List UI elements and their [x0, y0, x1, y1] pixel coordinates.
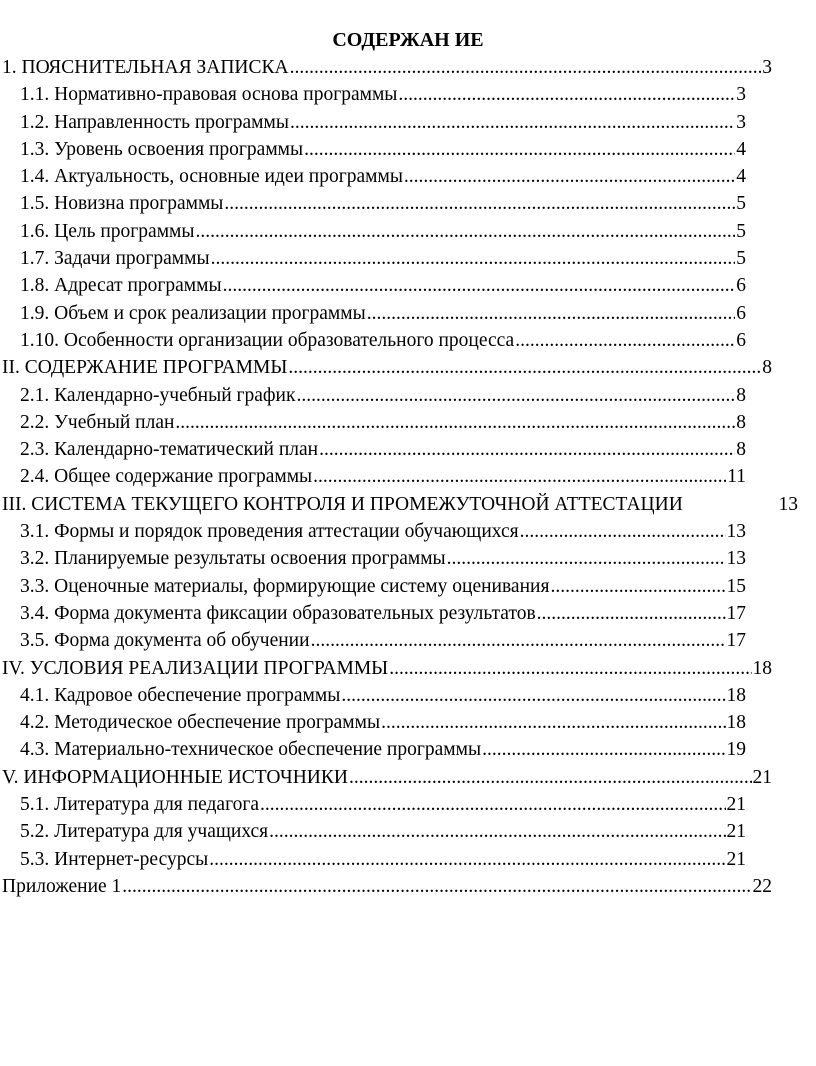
toc-item-label: 1.8. Адресат программы	[20, 275, 222, 297]
toc-item-1-8[interactable]	[0, 272, 746, 299]
toc-section-2[interactable]	[0, 354, 772, 381]
dot-leader	[296, 382, 735, 409]
dot-leader	[404, 163, 735, 190]
toc-page-number: 17	[726, 602, 746, 624]
toc-item-1-4[interactable]	[0, 163, 746, 190]
dot-leader	[550, 573, 725, 600]
toc-page-number: 4	[736, 138, 746, 160]
dot-leader	[122, 873, 751, 900]
toc-item-1-7[interactable]	[0, 245, 746, 272]
toc-item-label: 5.1. Литература для педагога	[20, 794, 259, 816]
toc-page-number: 5	[736, 193, 746, 215]
toc-item-label: 1.10. Особенности организации образовательного процесса	[20, 329, 515, 351]
toc-item-label: 1.7. Задачи программы	[20, 248, 210, 270]
toc-page-number: 3	[736, 111, 746, 133]
dot-leader	[260, 791, 726, 818]
toc-item-3-4[interactable]	[0, 600, 746, 627]
toc-item-label: 3.4. Форма документа фиксации образовательных результатов	[20, 602, 536, 624]
toc-page-number: 3	[762, 57, 772, 78]
toc-page-number: 5	[736, 220, 746, 242]
toc-page-number: 21	[726, 794, 746, 816]
toc-item-4-3[interactable]	[0, 736, 746, 763]
table-of-contents	[0, 54, 816, 900]
dot-leader	[311, 627, 726, 654]
toc-page-number: 8	[736, 411, 746, 433]
toc-item-1-5[interactable]	[0, 190, 746, 217]
toc-item-4-2[interactable]	[0, 709, 746, 736]
toc-item-label: 4.2. Методическое обеспечение программы	[20, 712, 381, 734]
toc-page-number: 17	[726, 630, 746, 652]
dot-leader	[381, 709, 725, 736]
dot-leader	[341, 682, 725, 709]
toc-section-label: IV. УСЛОВИЯ РЕАЛИЗАЦИИ ПРОГРАММЫ	[2, 657, 389, 679]
dot-leader	[175, 409, 735, 436]
dot-leader	[290, 109, 735, 136]
toc-section-label: Приложение 1	[2, 875, 122, 897]
dot-leader	[224, 190, 735, 217]
toc-page-number: 4	[736, 166, 746, 188]
toc-page-number: 18	[726, 712, 746, 734]
toc-item-label: 3.3. Оценочные материалы, формирующие систему оценивания	[20, 575, 550, 597]
toc-page-number: 3	[736, 84, 746, 106]
dot-leader	[398, 81, 735, 108]
toc-item-label: 1.4. Актуальность, основные идеи программы	[20, 166, 403, 188]
toc-item-label: 5.2. Литература для учащихся	[20, 821, 269, 843]
toc-page-number: 8	[736, 384, 746, 406]
dot-leader	[515, 327, 735, 354]
toc-item-label: 2.4. Общее содержание программы	[20, 466, 313, 488]
toc-item-5-2[interactable]	[0, 818, 746, 845]
toc-item-label: 1.9. Объем и срок реализации программы	[20, 302, 366, 324]
toc-item-2-2[interactable]	[0, 409, 746, 436]
toc-item-label: 1.1. Нормативно-правовая основа программы	[20, 84, 398, 106]
toc-page-number: 11	[727, 466, 746, 488]
toc-item-label: 2.2. Учебный план	[20, 411, 175, 433]
toc-item-4-1[interactable]	[0, 682, 746, 709]
dot-leader	[447, 545, 726, 572]
dot-leader	[223, 272, 736, 299]
toc-item-label: 1.5. Новизна программы	[20, 193, 224, 215]
toc-item-2-3[interactable]	[0, 436, 746, 463]
toc-section-label: III. СИСТЕМА ТЕКУЩЕГО КОНТРОЛЯ И ПРОМЕЖУТОЧНОЙ АТТЕСТАЦИИ	[2, 493, 683, 515]
toc-page-number: 19	[726, 739, 746, 761]
toc-page-number: 21	[752, 766, 772, 788]
toc-item-label: 3.2. Планируемые результаты освоения программы	[20, 548, 446, 570]
toc-section-3[interactable]	[0, 491, 798, 518]
toc-item-label: 2.1. Календарно-учебный график	[20, 384, 296, 406]
toc-section-label: V. ИНФОРМАЦИОННЫЕ ИСТОЧНИКИ	[2, 766, 348, 788]
toc-page-number: 8	[762, 357, 772, 379]
toc-section-4[interactable]	[0, 655, 772, 682]
toc-page-number: 6	[736, 275, 746, 297]
toc-item-label: 1.3. Уровень освоения программы	[20, 138, 304, 160]
dot-leader	[537, 600, 726, 627]
toc-page-number: 21	[726, 821, 746, 843]
toc-page-number: 13	[778, 493, 798, 515]
dot-leader	[520, 518, 726, 545]
toc-item-5-1[interactable]	[0, 791, 746, 818]
toc-page-number: 15	[726, 575, 746, 597]
toc-page-number: 22	[752, 875, 772, 897]
dot-leader	[211, 245, 736, 272]
toc-item-3-5[interactable]	[0, 627, 746, 654]
toc-section-1[interactable]	[0, 54, 772, 81]
toc-item-label: 1.2. Направленность программы	[20, 111, 289, 133]
toc-page-number: 5	[736, 248, 746, 270]
toc-item-label: 4.3. Материально-техническое обеспечение программы	[20, 739, 482, 761]
toc-item-3-2[interactable]	[0, 545, 746, 572]
toc-page-number: 18	[752, 657, 772, 679]
toc-item-label: 1.6. Цель программы	[20, 220, 195, 242]
toc-item-3-3[interactable]	[0, 573, 746, 600]
toc-section-label: 1. ПОЯСНИТЕЛЬНАЯ ЗАПИСКА	[2, 57, 289, 78]
dot-leader	[482, 736, 725, 763]
toc-appendix-1[interactable]	[0, 873, 772, 900]
dot-leader	[319, 436, 735, 463]
toc-item-1-3[interactable]	[0, 136, 746, 163]
toc-page-number: 6	[736, 329, 746, 351]
toc-item-1-6[interactable]	[0, 218, 746, 245]
toc-item-1-2[interactable]	[0, 109, 746, 136]
toc-item-label: 4.1. Кадровое обеспечение программы	[20, 684, 341, 706]
toc-item-label: 3.1. Формы и порядок проведения аттестации обучающихся	[20, 521, 519, 543]
toc-item-2-1[interactable]	[0, 382, 746, 409]
toc-item-3-1[interactable]	[0, 518, 746, 545]
dot-leader	[313, 463, 726, 490]
toc-item-1-10[interactable]	[0, 327, 746, 354]
toc-item-label: 3.5. Форма документа об обучении	[20, 630, 310, 652]
toc-item-1-1[interactable]	[0, 81, 746, 108]
toc-item-1-9[interactable]	[0, 300, 746, 327]
dot-leader	[209, 846, 725, 873]
dot-leader	[269, 818, 725, 845]
toc-page-number: 18	[726, 684, 746, 706]
toc-page-number: 6	[736, 302, 746, 324]
toc-item-5-3[interactable]	[0, 846, 746, 873]
dot-leader	[349, 764, 752, 791]
dot-leader	[304, 136, 735, 163]
dot-leader	[389, 655, 751, 682]
toc-page-number: 8	[736, 439, 746, 461]
dot-leader	[195, 218, 735, 245]
dot-leader	[288, 354, 761, 381]
toc-item-label: 5.3. Интернет-ресурсы	[20, 848, 209, 870]
document-title: СОДЕРЖАН ИЕ	[332, 29, 484, 51]
toc-page-number: 13	[726, 548, 746, 570]
toc-page-number: 13	[726, 521, 746, 543]
toc-page-number: 21	[726, 848, 746, 870]
toc-section-5[interactable]	[0, 764, 772, 791]
dot-leader	[290, 54, 762, 81]
toc-item-label: 2.3. Календарно-тематический план	[20, 439, 319, 461]
toc-item-2-4[interactable]	[0, 463, 746, 490]
toc-section-label: II. СОДЕРЖАНИЕ ПРОГРАММЫ	[2, 357, 288, 379]
dot-leader	[367, 300, 736, 327]
